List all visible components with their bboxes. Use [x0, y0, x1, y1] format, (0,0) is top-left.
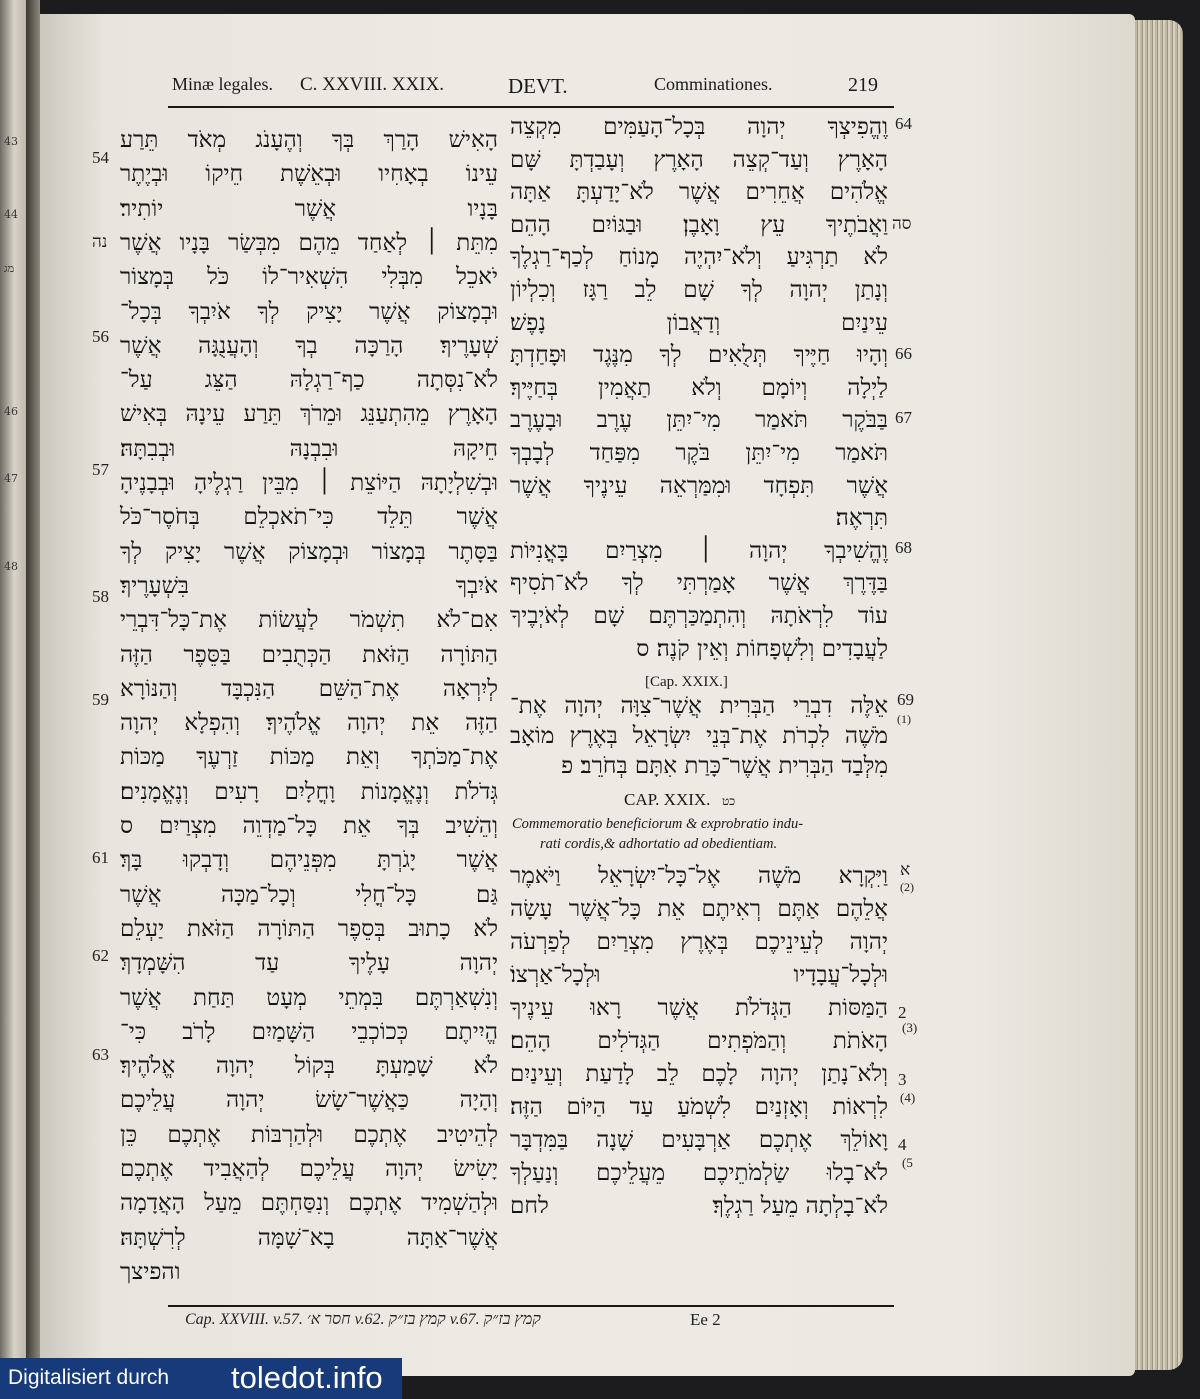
text-line: לְיִרְאָה אֶת־הַשֵּׁם הַנִּכְבָּד וְהַנּוֹרָא — [120, 675, 498, 702]
verse-number: 67 — [895, 408, 912, 427]
text-line: וְנָתַן יְהוָה לְךָ שָׁם לֵב רַגָּז וְכִלְיוֹן — [510, 277, 888, 303]
text-line: אֹיִבְךָ בִּשְׁעָרֶיךָ׃ — [120, 572, 498, 599]
facing-margin-number: מג — [4, 262, 15, 275]
text-line: גְּדֹלֹת וְנֶאֱמָנוֹת וָחֳלָיִם רָעִים וְנֶאֱמָנִים׃ — [120, 778, 498, 805]
text-line: וְהָיוּ חַיֶּיךָ תְּלֻאִים לְךָ מִנֶּגֶד וּפָחַדְתָּ — [510, 342, 888, 369]
header-book: DEVT. — [508, 74, 568, 98]
watermark-site: toledot.info — [231, 1360, 383, 1395]
verse-number: 57 — [92, 460, 109, 479]
text-line: שְׁעָרֶיךָ׃ הָרַכָּה בְךָ וְהָעֲנֻגָּה אֲשֶׁר — [120, 332, 498, 359]
verse-number: 59 — [92, 690, 109, 709]
right-text-column-bottom — [510, 862, 888, 1302]
verse-number: (4) — [900, 1090, 916, 1105]
text-line: הַתּוֹרָה הַזֹּאת הַכְּתֻבִים בַּסֵּפֶר הַזֶּה — [120, 641, 498, 668]
text-line: וָאוֹלֵךְ אֶתְכֶם אַרְבָּעִים שָׁנָה בַּמִּדְבָּר — [510, 1127, 888, 1153]
text-line: וּבְשִׁלְיָתָהּ הַיּוֹצֵת ׀ מִבֵּין רַגְלֶיהָ וּבְבָנֶיהָ — [120, 470, 498, 496]
signature-mark: Ee 2 — [690, 1310, 721, 1329]
text-line: אֱלֹהִים אֲחֵרִים אֲשֶׁר לֹא־יָדַעְתָּ אַתָּה — [510, 179, 888, 206]
text-line: חֵיקָהּ וּבִבְנָהּ וּבְבִתָּהּ׃ — [120, 435, 498, 462]
cap-bracket-label: [Cap. XXIX.] — [645, 674, 728, 690]
verse-number: 56 — [92, 327, 109, 346]
text-line: יְהוָה לְעֵינֵיכֶם בְּאֶרֶץ מִצְרַיִם לְפַרְעֹה — [510, 929, 888, 955]
verse-number: 66 — [895, 344, 912, 363]
text-line: יְהוָה עָלֶיךָ עַד הִשָּׁמְדָךְ׃ — [120, 950, 498, 977]
text-line: וַאֲבֹתֶיךָ עֵץ וָאָבֶן׃ וּבַגּוֹיִם הָהֵם — [510, 211, 888, 238]
text-line: עֵינַיִם וְדַאֲבוֹן נָפֶשׁ׃ — [510, 309, 888, 336]
text-line: וּבְמָצוֹק אֲשֶׁר יָצִיק לְךָ אֹיִבְךָ בְּכָל־ — [120, 298, 498, 325]
verse-number: 58 — [92, 587, 109, 606]
text-line: הָאָרֶץ וְעַד־קְצֵה הָאָרֶץ וְעָבַדְתָּ שָּׁם — [510, 146, 888, 173]
verse-number: (3) — [902, 1020, 918, 1035]
facing-margin-number: 47 — [4, 472, 18, 485]
text-line: וְהָיָה כַּאֲשֶׁר־שָׂשׂ יְהוָה עֲלֵיכֶם — [120, 1087, 498, 1114]
text-line: וְלֹא־נָתַן יְהוָה לָכֶם לֵב לָדַעַת וְעֵינַיִם — [510, 1061, 888, 1087]
header-rule — [168, 106, 894, 108]
text-line: יָשִׂישׂ יְהוָה עֲלֵיכֶם לְהַאֲבִיד אֶתְכֶם — [120, 1156, 498, 1182]
verse-number: 4 — [898, 1135, 907, 1154]
page-block-edge — [1135, 20, 1183, 1370]
verse-number: 63 — [92, 1045, 109, 1064]
footer-notes: Cap. XXVIII. v.57. חסר א׳ v.62. קמץ בז״ק v.67. קמץ בז״ק — [185, 1311, 541, 1328]
facing-margin-number: 46 — [4, 405, 18, 418]
text-line: הַזֶּה אֵת יְהוָה אֱלֹהֶיךָ׃ וְהִפְלָא יְהוָה — [120, 710, 498, 737]
text-line: לֹא־בָלוּ שַׂלְמֹתֵיכֶם מֵעֲלֵיכֶם וְנַעַלְךָ — [510, 1160, 888, 1186]
verse-number: (2) — [900, 880, 914, 894]
header-chapters: C. XXVIII. XXIX. — [300, 74, 445, 95]
text-line: בַּסָּתֶר בְּמָצוֹר וּבְמָצוֹק אֲשֶׁר יָצִיק לְךָ — [120, 538, 498, 565]
header-right-title: Comminationes. — [654, 74, 773, 94]
verse-number: 3 — [898, 1070, 907, 1089]
text-line: אֲשֶׁר־אַתָּה בָא־שָׁמָּה לְרִשְׁתָּהּ׃ — [120, 1224, 498, 1251]
text-line: לֹא שָׁמַעְתָּ בְּקוֹל יְהוָה אֱלֹהֶיךָ׃ — [120, 1053, 498, 1080]
text-line: אֵלֶּה דִבְרֵי הַבְּרִית אֲשֶׁר־צִוָּה יְהוָה אֶת־ — [510, 693, 888, 719]
text-line: לְהֵיטִיב אֶתְכֶם וּלְהַרְבּוֹת אֶתְכֶם כֵּן — [120, 1121, 498, 1148]
text-line: בַּדֶּרֶךְ אֲשֶׁר אָמַרְתִּי לְךָ לֹא־תֹסִיף — [510, 570, 888, 597]
text-line: בָּנָיו אֲשֶׁר יוֹתִיר׃ — [120, 195, 498, 222]
verse-number: 2 — [898, 1003, 907, 1022]
text-line: לֹא־בָלְתָה מֵעַל רַגְלֶךָ׃ — [712, 1193, 888, 1219]
text-line: יֹאכֵל מִבְּלִי הִשְׁאִיר־לוֹ כֹּל בְּמָצוֹר — [120, 264, 498, 291]
text-line: והפיצך — [120, 1258, 181, 1285]
text-line: אֲשֶׁר יָגֹרְתָּ מִפְּנֵיהֶם וְדָבְקוּ בָּךְ׃ — [120, 847, 498, 874]
verse-number: א — [900, 860, 911, 879]
facing-margin-number: 44 — [4, 208, 18, 221]
text-line: מֹשֶׁה לִכְרֹת אֶת־בְּנֵי יִשְׂרָאֵל בְּאֶרֶץ מוֹאָב — [510, 723, 888, 749]
chapter-summary-line: Commemoratio beneficiorum & exprobratio indu- — [512, 816, 804, 832]
verse-number: 54 — [92, 148, 109, 167]
watermark-prefix: Digitalisiert durch — [8, 1366, 170, 1389]
text-line: לֹא כָתוּב בְּסֵפֶר הַתּוֹרָה הַזֹּאת יַעְלֵם — [120, 915, 498, 942]
verse-number: 68 — [895, 538, 912, 557]
text-line: מִתֵּת ׀ לְאַחַד מֵהֶם מִבְּשַׂר בָּנָיו אֲשֶׁר — [120, 229, 498, 256]
text-line: וּלְהַשְׁמִיד אֶתְכֶם וְנִסַּחְתֶּם מֵעַל הָאֲדָמָה — [120, 1190, 498, 1217]
text-line: תֹּאמַר מִי־יִתֵּן בֹּקֶר מִפַּחַד לְבָבְךָ — [510, 440, 888, 466]
verse-number: סה — [892, 214, 912, 233]
text-line: אִם־לֹא תִשְׁמֹר לַעֲשׂוֹת אֶת־כָּל־דִּבְרֵי — [120, 607, 498, 634]
text-line: לַעֲבָדִים וְלִשְׁפָחוֹת וְאֵין קֹנֶה׃ ס — [636, 635, 888, 662]
text-line: אֲשֶׁר תִּפְחָד וּמִמַּרְאֵה עֵינֶיךָ אֲשֶׁר — [510, 472, 888, 499]
text-line: וֶהֱשִׁיבְךָ יְהוָה ׀ מִצְרַיִם בָּאֳנִיּוֹת — [510, 537, 888, 564]
text-line: וַיִּקְרָא מֹשֶׁה אֶל־כָּל־יִשְׂרָאֵל וַיֹּאמֶר — [510, 863, 888, 889]
verse-number: נה — [92, 232, 108, 251]
verse-number: 69 — [897, 690, 914, 709]
running-header — [172, 74, 888, 104]
text-line: הַמַּסּוֹת הַגְּדֹלֹת אֲשֶׁר רָאוּ עֵינֶיךָ — [510, 995, 888, 1021]
right-text-column-mid — [510, 692, 888, 788]
facing-margin-number: 43 — [4, 135, 18, 148]
text-line: וְנִשְׁאַרְתֶּם בִּמְתֵי מְעָט תַּחַת אֲשֶׁר — [120, 984, 498, 1011]
text-line: בַּבֹּקֶר תֹּאמַר מִי־יִתֵּן עֶרֶב וּבָעֶרֶב — [510, 407, 888, 434]
text-line: וְהֵשִׁיב בְּךָ אֵת כָּל־מַדְוֵה מִצְרַיִם ס — [120, 813, 498, 839]
chapter-heading-hebrew: כט — [722, 794, 736, 808]
verse-number: (5 — [902, 1155, 913, 1170]
text-line: תִּרְאֶה׃ — [835, 505, 888, 532]
text-line: הֱיִיתֶם כְּכוֹכְבֵי הַשָּׁמַיִם לָרֹב כִּי־ — [120, 1018, 498, 1045]
page-number: 219 — [848, 74, 878, 96]
left-text-column — [120, 126, 498, 1306]
text-line: אֶת־מַכֹּתְךָ וְאֵת מַכּוֹת זַרְעֶךָ מַכּוֹת — [120, 744, 498, 771]
text-line: אֲשֶׁר תֵּלֵד כִּי־תֹאכְלֵם בְּחֹסֶר־כֹּל — [120, 504, 498, 531]
text-line: הָאִישׁ הָרַךְ בְּךָ וְהֶעָנֹג מְאֹד תֵּרַע — [120, 127, 498, 153]
text-line: לֹא תַרְגִּיעַ וְלֹא־יִהְיֶה מָנוֹחַ לְכַף־רַגְלֶךָ — [510, 244, 888, 271]
text-line: לַיְלָה וְיוֹמָם וְלֹא תַאֲמִין בְּחַיֶּיךָ׃ — [510, 374, 888, 401]
chapter-heading: CAP. XXIX. — [624, 790, 711, 809]
text-line: וּלְכָל־עֲבָדָיו וּלְכָל־אַרְצוֹ׃ — [510, 962, 888, 988]
digitization-watermark — [0, 1358, 402, 1399]
facing-page-edge — [0, 0, 26, 1399]
verse-number: (1) — [897, 712, 911, 726]
facing-margin-number: 48 — [4, 560, 18, 573]
text-line: הָאָרֶץ מֵהִתְעַנֵּג וּמֵרֹךְ תֵּרַע עֵינָהּ בְּאִישׁ — [120, 401, 498, 428]
text-line: לֹא־נִסְּתָה כַף־רַגְלָהּ הַצֵּג עַל־ — [120, 367, 498, 394]
verse-number: 64 — [895, 114, 912, 133]
verse-number: 61 — [92, 848, 109, 867]
footer-rule — [168, 1305, 894, 1307]
text-line: וֶהֱפִיצְךָ יְהוָה בְּכָל־הָעַמִּים מִקְצֵה — [510, 114, 888, 140]
right-text-column-top — [510, 113, 888, 673]
verse-number: 62 — [92, 946, 109, 965]
text-line: אֲלֵהֶם אַתֶּם רְאִיתֶם אֵת כָּל־אֲשֶׁר עָשָׂה — [510, 896, 888, 922]
text-line: עֵינוֹ בְאָחִיו וּבְאֵשֶׁת חֵיקוֹ וּבְיֶתֶר — [120, 161, 498, 188]
header-left-title: Minæ legales. — [172, 74, 273, 94]
text-line: הָאֹתֹת וְהַמֹּפְתִים הַגְּדֹלִים הָהֵם׃ — [510, 1028, 888, 1054]
catchword: לחם — [510, 1193, 549, 1219]
book-gutter — [26, 0, 40, 1399]
text-line: מִלְּבַד הַבְּרִית אֲשֶׁר־כָּרַת אִתָּם בְּחֹרֵב׃ פ — [561, 753, 888, 779]
text-line: גַּם כָּל־חֳלִי וְכָל־מַכָּה אֲשֶׁר — [120, 881, 498, 908]
text-line: עוֹד לִרְאֹתָהּ וְהִתְמַכַּרְתֶּם שָׁם לְאֹיְבֶיךָ — [510, 603, 888, 629]
chapter-summary-line: rati cordis,& adhortatio ad obedientiam. — [540, 836, 778, 852]
text-line: לִרְאוֹת וְאָזְנַיִם לִשְׁמֹעַ עַד הַיּוֹם הַזֶּה׃ — [510, 1094, 888, 1120]
